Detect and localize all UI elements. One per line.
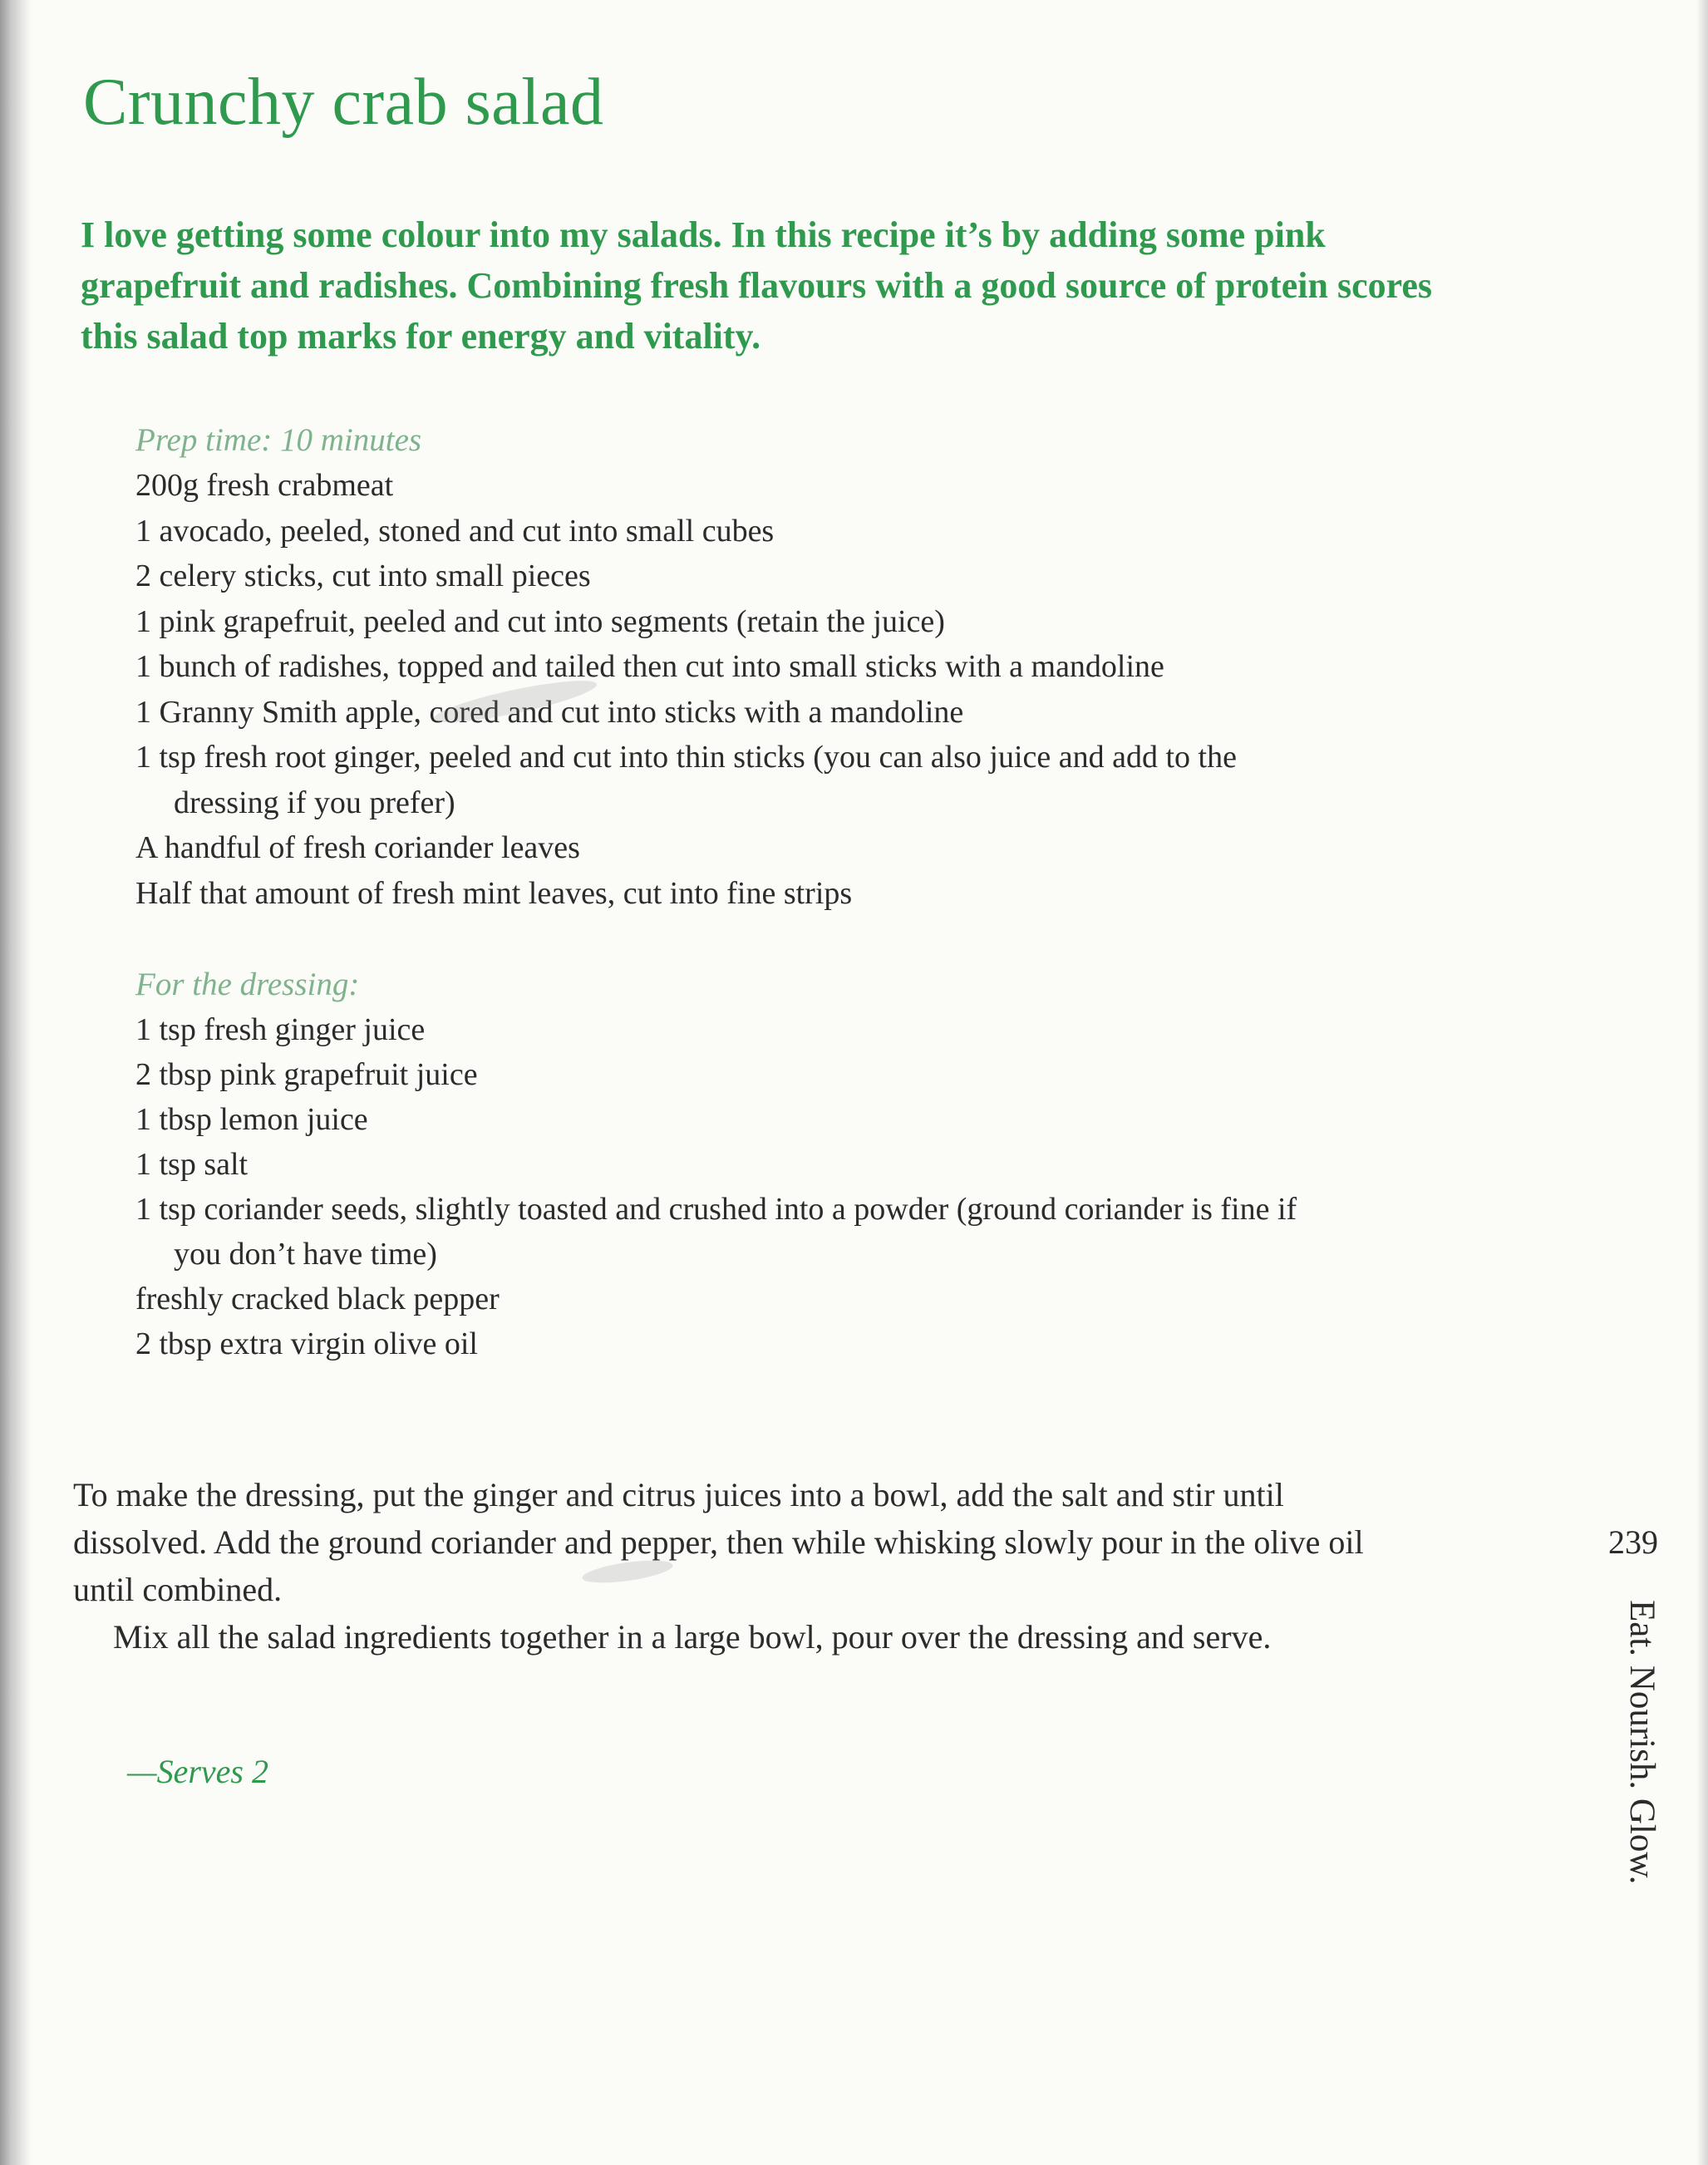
ingredient-item: 1 pink grapefruit, peeled and cut into segments (retain the juice) [135,603,945,639]
ingredient-item: 200g fresh crabmeat [135,468,394,503]
ingredient-item: 1 Granny Smith apple, cored and cut into sticks with a mandoline [135,694,964,730]
dressing-item: 2 tbsp pink grapefruit juice [135,1057,478,1092]
method-paragraph: Mix all the salad ingredients together in a large bowl, pour over the dressing and serve. [113,1618,1272,1656]
serves-note: —Serves 2 [127,1753,268,1790]
recipe-title: Crunchy crab salad [83,66,604,139]
page-edge-shadow [1696,0,1708,2165]
dressing-item: 2 tbsp extra virgin olive oil [135,1326,478,1361]
recipe-intro: I love getting some colour into my salads. In this recipe it’s by adding some pink grapefruit and radishes. Combining fresh flavours with a good source of protein scores this salad top marks for energy and vitality. [81,214,1433,357]
dressing-item: 1 tbsp lemon juice [135,1102,368,1137]
method-section [73,1471,1399,1661]
prep-time-label: Prep time: 10 minutes [135,422,422,458]
dressing-section [135,962,1299,1366]
ingredients-section [135,418,1299,1366]
ingredient-item: A handful of fresh coriander leaves [135,830,580,865]
dressing-item: 1 tsp salt [135,1147,249,1182]
dressing-list [135,1007,1299,1366]
page-number: 239 [1608,1523,1658,1561]
dressing-item: 1 tsp coriander seeds, slightly toasted and crushed into a powder (ground coriander is fine if you don’t have time) [135,1192,1297,1272]
method-paragraph: To make the dressing, put the ginger and citrus juices into a bowl, add the salt and stir until dissolved. Add the ground coriander and pepper, then while whisking slowly pour in the olive oil until combined. [73,1476,1364,1608]
running-head: Eat. Nourish. Glow. [1622,1600,1661,1885]
ingredient-item: Half that amount of fresh mint leaves, cut into fine strips [135,875,853,911]
ingredient-item: 1 tsp fresh root ginger, peeled and cut into thin sticks (you can also juice and add to the dressing if you prefer) [135,740,1237,820]
page-gutter-shadow [0,0,32,2165]
ingredient-item: 1 bunch of radishes, topped and tailed then cut into small sticks with a mandoline [135,649,1164,684]
ingredient-list [135,463,1299,916]
dressing-item: freshly cracked black pepper [135,1282,500,1316]
ingredient-item: 1 avocado, peeled, stoned and cut into small cubes [135,513,775,549]
dressing-label: For the dressing: [135,967,360,1002]
dressing-item: 1 tsp fresh ginger juice [135,1012,426,1047]
ingredient-item: 2 celery sticks, cut into small pieces [135,558,591,593]
